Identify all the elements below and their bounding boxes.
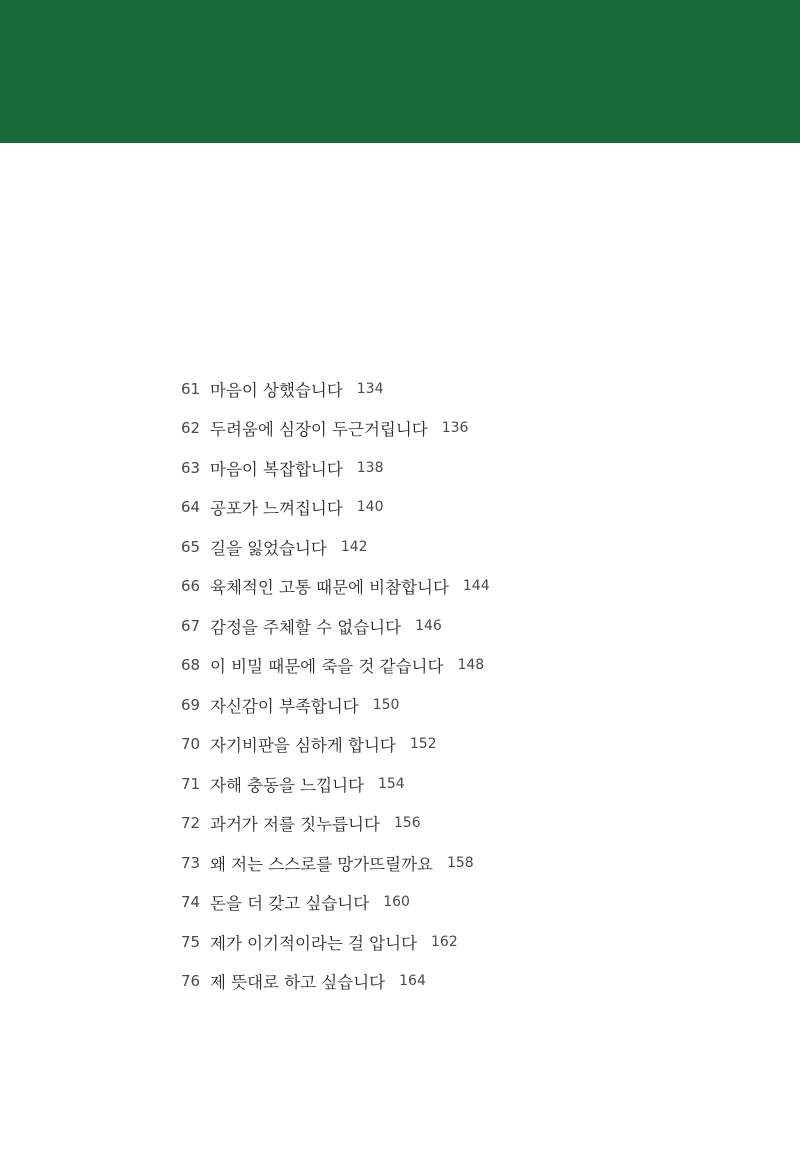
toc-entry-title: 과거가 저를 짓누릅니다 xyxy=(210,815,380,835)
toc-entry-title: 두려움에 심장이 두근거립니다 xyxy=(210,420,428,440)
toc-entry-page-number: 148 xyxy=(457,657,485,674)
toc-entry[interactable] xyxy=(181,764,741,804)
toc-entry-page-number: 142 xyxy=(340,538,368,555)
toc-entry[interactable] xyxy=(181,448,741,488)
toc-entry-page-number: 162 xyxy=(431,933,458,950)
toc-entry-number: 70 xyxy=(181,735,201,754)
toc-entry[interactable] xyxy=(181,646,741,686)
toc-entry-page-number: 152 xyxy=(409,736,437,753)
toc-entry[interactable] xyxy=(181,685,741,725)
toc-entry-number: 72 xyxy=(181,814,201,833)
toc-entry-title: 길을 잃었습니다 xyxy=(210,538,327,558)
toc-entry[interactable] xyxy=(181,527,741,567)
toc-entry-page-number: 134 xyxy=(356,380,384,397)
toc-entry-title: 감정을 주체할 수 없습니다 xyxy=(210,617,402,637)
toc-entry-title: 마음이 상했습니다 xyxy=(210,380,343,400)
toc-entry-number: 66 xyxy=(181,577,201,596)
toc-entry-number: 65 xyxy=(181,537,201,556)
toc-entry[interactable] xyxy=(181,369,741,409)
toc-entry-number: 62 xyxy=(181,419,201,438)
toc-entry-title: 자신감이 부족합니다 xyxy=(210,696,359,716)
toc-entry-number: 69 xyxy=(181,695,201,714)
toc-entry-number: 74 xyxy=(181,893,201,912)
toc-entry-title: 이 비밀 때문에 죽을 것 같습니다 xyxy=(210,657,444,677)
toc-entry-page-number: 160 xyxy=(383,894,410,911)
toc-entry-title: 육체적인 고통 때문에 비참합니다 xyxy=(210,578,449,598)
toc-entry-title: 제가 이기적이라는 걸 압니다 xyxy=(210,933,418,953)
toc-entry-title: 자기비판을 심하게 합니다 xyxy=(210,736,396,756)
toc-entry-page-number: 136 xyxy=(441,420,469,437)
toc-entry-number: 75 xyxy=(181,932,201,951)
toc-entry-page-number: 150 xyxy=(372,696,400,713)
toc-entry-page-number: 158 xyxy=(446,854,474,871)
toc-entry-page-number: 164 xyxy=(399,973,426,990)
toc-entry-page-number: 156 xyxy=(393,815,421,832)
table-of-contents xyxy=(181,369,741,1001)
toc-entry[interactable] xyxy=(181,962,741,1002)
toc-entry-number: 64 xyxy=(181,498,201,517)
toc-entry-page-number: 146 xyxy=(415,617,442,634)
toc-entry-page-number: 144 xyxy=(462,578,490,595)
toc-entry-number: 67 xyxy=(181,616,201,635)
toc-entry-number: 63 xyxy=(181,458,201,477)
toc-entry-title: 제 뜻대로 하고 싶습니다 xyxy=(210,973,386,993)
toc-entry[interactable] xyxy=(181,567,741,607)
toc-entry-title: 공포가 느껴집니다 xyxy=(210,499,343,519)
toc-entry[interactable] xyxy=(181,922,741,962)
toc-entry-number: 76 xyxy=(181,972,201,991)
toc-entry[interactable] xyxy=(181,725,741,765)
toc-entry-title: 마음이 복잡합니다 xyxy=(210,459,343,479)
toc-entry[interactable] xyxy=(181,843,741,883)
toc-entry-number: 71 xyxy=(181,774,201,793)
toc-entry[interactable] xyxy=(181,409,741,449)
header-band xyxy=(0,0,800,143)
toc-entry-page-number: 140 xyxy=(356,499,384,516)
toc-entry-title: 왜 저는 스스로를 망가뜨릴까요 xyxy=(210,854,433,874)
toc-entry[interactable] xyxy=(181,488,741,528)
toc-entry[interactable] xyxy=(181,804,741,844)
toc-entry-number: 68 xyxy=(181,656,201,675)
toc-entry-page-number: 138 xyxy=(356,459,384,476)
toc-entry-title: 자해 충동을 느낍니다 xyxy=(210,775,364,795)
toc-entry-number: 61 xyxy=(181,379,201,398)
toc-entry-number: 73 xyxy=(181,853,201,872)
toc-entry[interactable] xyxy=(181,606,741,646)
toc-entry-title: 돈을 더 갖고 싶습니다 xyxy=(210,894,370,914)
toc-entry[interactable] xyxy=(181,883,741,923)
toc-entry-page-number: 154 xyxy=(377,775,405,792)
